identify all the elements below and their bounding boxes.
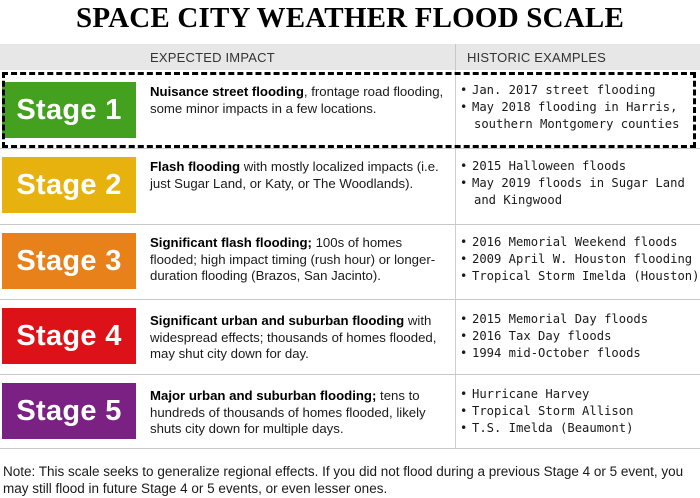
stage-5-impact-bold: Major urban and suburban flooding; bbox=[150, 388, 377, 403]
stage-4-impact bbox=[150, 313, 450, 363]
list-item: • 2015 Halloween floods bbox=[460, 158, 696, 175]
list-item: • 1994 mid-October floods bbox=[460, 345, 696, 362]
stage-row-1 bbox=[0, 72, 700, 148]
list-item: • 2016 Memorial Weekend floods bbox=[460, 234, 696, 251]
stage-4-impact-bold: Significant urban and suburban flooding bbox=[150, 313, 405, 328]
footnote: Note: This scale seeks to generalize regional effects. If you did not flood during a previous Stage 4 or 5 event, you may still flood in future Stage 4 or 5 events, or even lesser ones. bbox=[3, 464, 684, 496]
stage-3-impact bbox=[150, 235, 450, 285]
stage-4-impact-text: with widespread effects; thousands of homes flooded, may shut city down for day. bbox=[150, 313, 437, 361]
stage-2-badge: Stage 2 bbox=[2, 157, 136, 213]
table-header bbox=[0, 44, 700, 70]
list-item: • 2015 Memorial Day floods bbox=[460, 311, 696, 328]
stage-row-4 bbox=[0, 300, 700, 376]
list-item: and Kingwood bbox=[474, 193, 563, 207]
list-item: • 2009 April W. Houston flooding bbox=[460, 251, 696, 268]
stage-1-badge: Stage 1 bbox=[2, 82, 136, 138]
stage-2-impact bbox=[150, 159, 450, 192]
stage-1-impact bbox=[150, 84, 450, 117]
header-historic-examples: HISTORIC EXAMPLES bbox=[467, 50, 606, 65]
stage-2-impact-text: with mostly localized impacts (i.e. just Sugar Land, or Katy, or The Woodlands). bbox=[150, 159, 439, 191]
stage-row-3 bbox=[0, 225, 700, 301]
stage-row-5 bbox=[0, 375, 700, 451]
stage-4-examples bbox=[460, 311, 696, 362]
stage-3-badge: Stage 3 bbox=[2, 233, 136, 289]
list-item: • Tropical Storm Allison bbox=[460, 403, 696, 420]
row-divider bbox=[0, 448, 700, 449]
stage-3-impact-text: 100s of homes flooded; high impact timing (rush hour) or longer-duration flooding (Brazos, San Jacinto). bbox=[150, 235, 436, 283]
stage-5-impact-text: tens to hundreds of thousands of homes flooded, likely shuts city down for multiple days. bbox=[150, 388, 426, 436]
stage-2-impact-bold: Flash flooding bbox=[150, 159, 241, 174]
list-item: • 2016 Tax Day floods bbox=[460, 328, 696, 345]
list-item: southern Montgomery counties bbox=[474, 117, 680, 131]
stage-5-impact bbox=[150, 388, 450, 438]
stage-5-examples bbox=[460, 386, 696, 437]
stage-2-examples bbox=[460, 158, 696, 209]
stage-1-examples bbox=[460, 82, 696, 133]
list-item: • May 2018 flooding in Harris, bbox=[460, 99, 696, 116]
list-item: • T.S. Imelda (Beaumont) bbox=[460, 420, 696, 437]
page-title: SPACE CITY WEATHER FLOOD SCALE bbox=[76, 2, 624, 34]
stage-1-impact-bold: Nuisance street flooding bbox=[150, 84, 304, 99]
list-item: • Tropical Storm Imelda (Houston) bbox=[460, 268, 696, 285]
stage-3-impact-bold: Significant flash flooding; bbox=[150, 235, 312, 250]
header-divider bbox=[455, 44, 456, 70]
stage-3-examples bbox=[460, 234, 700, 285]
header-expected-impact: EXPECTED IMPACT bbox=[150, 50, 275, 65]
stage-5-badge: Stage 5 bbox=[2, 383, 136, 439]
stage-4-badge: Stage 4 bbox=[2, 308, 136, 364]
list-item: • May 2019 floods in Sugar Land bbox=[460, 175, 696, 192]
stage-row-2 bbox=[0, 149, 700, 225]
list-item: • Jan. 2017 street flooding bbox=[460, 82, 696, 99]
stage-1-impact-text: , frontage road flooding, some minor impacts in a few locations. bbox=[150, 84, 444, 116]
list-item: • Hurricane Harvey bbox=[460, 386, 696, 403]
